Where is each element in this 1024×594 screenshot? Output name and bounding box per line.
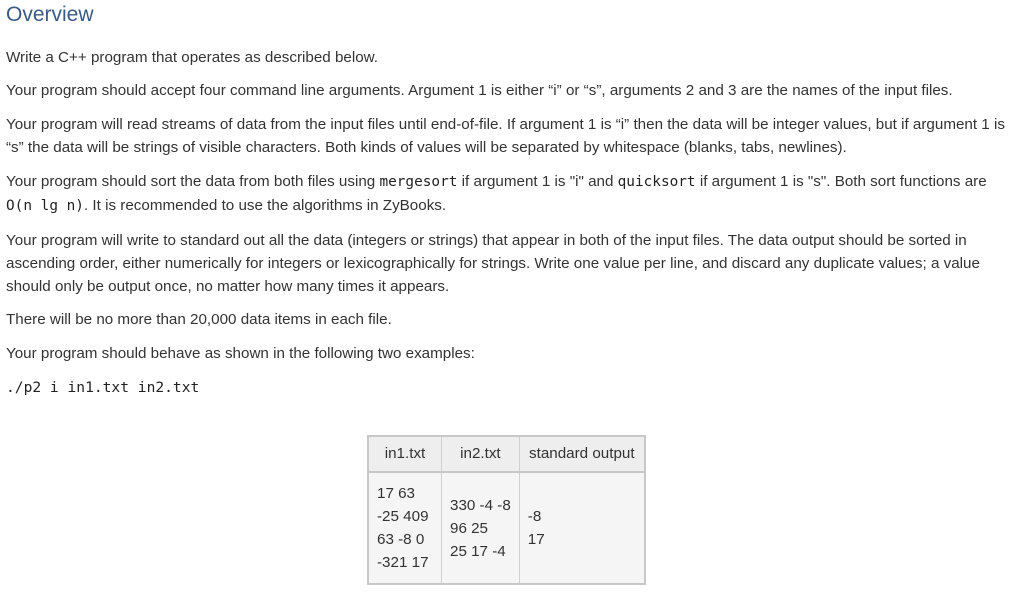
table-row bbox=[368, 472, 645, 584]
in1-cell bbox=[368, 472, 442, 584]
sort-text-4: . It is recommended to use the algorithms in ZyBooks. bbox=[83, 197, 447, 214]
sort-text-2: if argument 1 is "i" and bbox=[457, 173, 618, 190]
command-example: ./p2 i in1.txt in2.txt bbox=[6, 379, 200, 396]
input-paragraph: Your program will read streams of data from the input files until end-of-file. If argument 1 is “i” then the data will be integer values, but if argument 1 is “s” the data will be strings of visible characters. Both kinds of values will be separated by whitespace (blanks, tabs, newlines). bbox=[6, 116, 1005, 156]
arguments-paragraph: Your program should accept four command line arguments. Argument 1 is either “i” or “s”, arguments 2 and 3 are the names of the input files. bbox=[6, 82, 953, 99]
overview-section bbox=[6, 0, 1016, 399]
header-output: standard output bbox=[519, 436, 645, 472]
in1-line: -321 17 bbox=[377, 554, 429, 571]
sort-paragraph bbox=[6, 170, 1016, 218]
intro-paragraph: Write a C++ program that operates as described below. bbox=[6, 49, 379, 66]
mergesort-code: mergesort bbox=[379, 174, 458, 190]
header-in2: in2.txt bbox=[442, 436, 520, 472]
page-title: Overview bbox=[6, 3, 94, 26]
in2-line: 330 -4 -8 bbox=[450, 496, 511, 514]
in2-line: 96 25 bbox=[450, 519, 489, 537]
sort-text-3: if argument 1 is "s". Both sort functions are bbox=[695, 173, 987, 190]
output-line: 17 bbox=[527, 531, 545, 548]
output-paragraph: Your program will write to standard out all the data (integers or strings) that appear in both of the input files. The data output should be sorted in ascending order, either numerically for integers or lexicographically for strings. Write one value per line, and discard any duplicate values; a value should only be output once, no matter how many times it appears. bbox=[6, 232, 980, 295]
example-table bbox=[367, 435, 646, 585]
complexity-code: O(n lg n) bbox=[6, 198, 84, 214]
header-in1: in1.txt bbox=[368, 436, 442, 472]
in1-line: 17 63 bbox=[377, 485, 416, 502]
quicksort-code: quicksort bbox=[617, 174, 696, 190]
in2-line: 25 17 -4 bbox=[450, 542, 506, 560]
examples-paragraph: Your program should behave as shown in the following two examples: bbox=[6, 345, 475, 362]
output-line: -8 bbox=[527, 508, 542, 525]
output-cell bbox=[519, 472, 645, 584]
sort-text-1: Your program should sort the data from both files using bbox=[6, 173, 380, 190]
in1-line: -25 409 bbox=[377, 508, 429, 525]
in2-cell bbox=[442, 472, 520, 584]
in1-line: 63 -8 0 bbox=[377, 531, 425, 548]
limit-paragraph: There will be no more than 20,000 data items in each file. bbox=[6, 311, 392, 328]
